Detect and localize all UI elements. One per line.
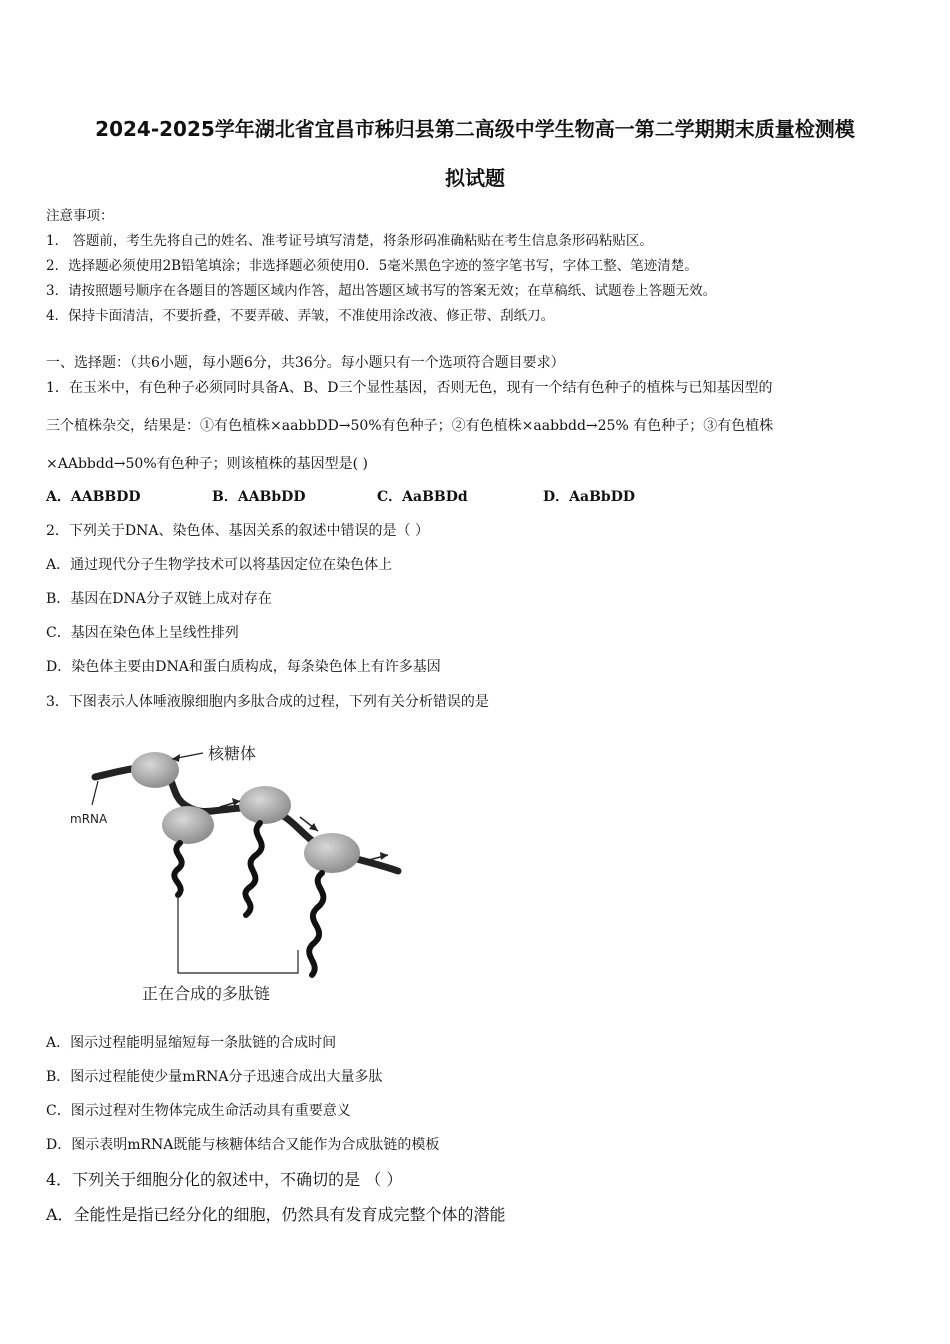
peptide-label: 正在合成的多肽链 xyxy=(142,984,271,1003)
notes-heading: 注意事项： xyxy=(46,208,114,224)
q3-option-a: A．图示过程能明显缩短每一条肽链的合成时间 xyxy=(46,1035,337,1051)
q1-option-b: B．AABbDD xyxy=(212,489,306,505)
q4-stem: 4．下列关于细胞分化的叙述中，不确切的是 （ ） xyxy=(46,1170,403,1189)
q1-stem-line1: 1．在玉米中，有色种子必须同时具备A、B、D三个显性基因，否则无色，现有一个结有色种子的植株与已知基因型的 xyxy=(46,380,773,396)
ribosome-label: 核糖体 xyxy=(208,744,257,763)
q1-stem-line2: 三个植株杂交，结果是：①有色植株×aabbDD→50%有色种子；②有色植株×aabbdd→25% 有色种子；③有色植株 xyxy=(46,418,774,434)
note-item-3: 3．请按照题号顺序在各题目的答题区域内作答，超出答题区域书写的答案无效；在草稿纸、试题卷上答题无效。 xyxy=(46,283,717,299)
q1-option-d: D．AaBbDD xyxy=(543,489,635,505)
ribosome-3 xyxy=(239,786,291,824)
mrna-label: mRNA xyxy=(70,812,108,826)
ribosome-1 xyxy=(131,752,179,788)
note-item-4: 4．保持卡面清洁，不要折叠，不要弄破、弄皱，不准使用涂改液、修正带、刮纸刀。 xyxy=(46,308,555,324)
section-heading: 一、选择题：（共6小题，每小题6分，共36分。每小题只有一个选项符合题目要求） xyxy=(46,355,565,371)
polypeptide-chain-1 xyxy=(174,843,181,895)
polypeptide-chain-3 xyxy=(309,873,323,975)
polysome-figure xyxy=(60,735,420,1010)
note-item-1: 1． 答题前，考生先将自己的姓名、准考证号填写清楚，将条形码准确粘贴在考生信息条形码粘贴区。 xyxy=(46,233,653,249)
doc-title-line1: 2024-2025学年湖北省宜昌市秭归县第二高级中学生物高一第二学期期末质量检测模 xyxy=(95,117,855,141)
ribosome-2 xyxy=(162,806,214,844)
q3-stem: 3．下图表示人体唾液腺细胞内多肽合成的过程，下列有关分析错误的是 xyxy=(46,694,489,710)
q2-option-a: A．通过现代分子生物学技术可以将基因定位在染色体上 xyxy=(46,557,393,573)
q2-option-d: D．染色体主要由DNA和蛋白质构成，每条染色体上有许多基因 xyxy=(46,659,441,675)
q1-option-a: A．AABBDD xyxy=(46,489,141,505)
q1-stem-line3: ×AAbbdd→50%有色种子；则该植株的基因型是( ) xyxy=(46,456,369,472)
ribosome-4 xyxy=(304,833,360,873)
polypeptide-chain-2 xyxy=(245,823,261,915)
note-item-2: 2．选择题必须使用2B铅笔填涂；非选择题必须使用0．5毫米黑色字迹的签字笔书写，字体工整、笔迹清楚。 xyxy=(46,258,698,274)
q4-option-a: A．全能性是指已经分化的细胞，仍然具有发育成完整个体的潜能 xyxy=(46,1205,506,1224)
q2-stem: 2．下列关于DNA、染色体、基因关系的叙述中错误的是（ ） xyxy=(46,523,429,539)
q1-option-c: C．AaBBDd xyxy=(377,489,468,505)
q3-option-b: B．图示过程能使少量mRNA分子迅速合成出大量多肽 xyxy=(46,1069,383,1085)
q3-option-c: C．图示过程对生物体完成生命活动具有重要意义 xyxy=(46,1103,351,1119)
q2-option-b: B．基因在DNA分子双链上成对存在 xyxy=(46,591,272,607)
doc-title-line2: 拟试题 xyxy=(445,166,505,190)
q3-option-d: D．图示表明mRNA既能与核糖体结合又能作为合成肽链的模板 xyxy=(46,1137,440,1153)
q2-option-c: C．基因在染色体上呈线性排列 xyxy=(46,625,239,641)
